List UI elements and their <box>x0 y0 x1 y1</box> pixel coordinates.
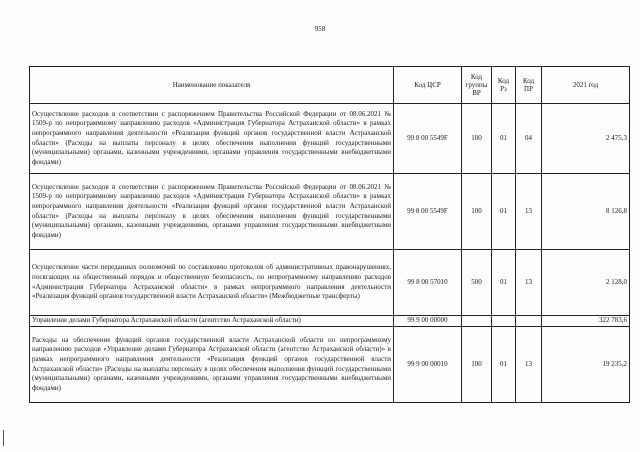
header-csr-code: Код ЦСР <box>394 67 462 104</box>
header-indicator-name: Наименование показателя <box>30 67 394 104</box>
row-name: Управление делами Губернатора Астраханской области (агентство Астраханской области) <box>30 316 394 327</box>
header-row <box>30 67 630 104</box>
table-row <box>30 174 630 250</box>
scan-edge-mark <box>3 430 4 446</box>
row-name: Осуществление расходов в соответствии с распоряжением Правительства Российской Федерации от 08.06.2021 № 1509-р по непрограммному направлению расходов «Администрация Губернатора Астраханской области» в рамках непрограммного направления деятельности «Реализация функций органов государственной власти Астраханской области» (Расходы на выплаты персоналу в целях обеспечения выполнения функций государственными (муниципальными) органами, казенными учреждениями, органами управления государственными внебюджетными фондами) <box>30 104 394 174</box>
row-pr-code <box>516 316 542 327</box>
row-name: Осуществление расходов в соответствии с распоряжением Правительства Российской Федерации от 08.06.2021 № 1509-р по непрограммному направлению расходов «Администрация Губернатора Астраханской области» в рамках непрограммного направления деятельности «Реализация функций органов государственной власти Астраханской области» (Расходы на выплаты персоналу в целях обеспечения выполнения функций государственными (муниципальными) органами, казенными учреждениями, органами управления государственными внебюджетными фондами) <box>30 174 394 250</box>
row-rz-code: 01 <box>492 174 516 250</box>
row-rz-code: 01 <box>492 104 516 174</box>
page-number: 958 <box>314 25 326 33</box>
row-group-code: 100 <box>462 327 492 403</box>
row-name: Осуществление части переданных полномочий по составлению протоколов об административных правонарушениях, посягающих на общественный порядок и общественную безопасность, по непрограммному направлению расходов «Администрация Губернатора Астраханской области» в рамках непрограммного направления деятельности «Реализация функций органов государственной власти Астраханской области» (Межбюджетные трансферты) <box>30 250 394 316</box>
table-row <box>30 104 630 174</box>
header-year: 2021 год <box>542 67 630 104</box>
row-amount: 19 235,2 <box>542 327 630 403</box>
row-group-code: 100 <box>462 104 492 174</box>
row-rz-code: 01 <box>492 250 516 316</box>
row-rz-code: 01 <box>492 327 516 403</box>
header-pr-code: Код ПР <box>516 67 542 104</box>
row-csr-code: 99 8 00 57010 <box>394 250 462 316</box>
row-amount: 2 475,3 <box>542 104 630 174</box>
row-csr-code: 99 8 00 5549F <box>394 104 462 174</box>
table-row <box>30 316 630 327</box>
header-group-code: Код группы ВР <box>462 67 492 104</box>
table-row <box>30 250 630 316</box>
row-group-code <box>462 316 492 327</box>
row-csr-code: 99 8 00 5549F <box>394 174 462 250</box>
row-amount: 8 126,8 <box>542 174 630 250</box>
header-rz-code: Код Рз <box>492 67 516 104</box>
row-csr-code: 99 9 00 00010 <box>394 327 462 403</box>
row-amount: 322 783,6 <box>542 316 630 327</box>
row-name: Расходы на обеспечение функций органов государственной власти Астраханской области по непрограммному направлению расходов «Управление делами Губернатора Астраханской области (агентство Астраханской области)» в рамках непрограммного направления деятельности «Реализация функций органов государственной власти Астраханской области» (Расходы на выплаты персоналу в целях обеспечения выполнения функций государственными (муниципальными) органами, казенными учреждениями, органами управления государственными внебюджетными фондами) <box>30 327 394 403</box>
row-pr-code: 04 <box>516 104 542 174</box>
budget-table <box>29 66 630 403</box>
row-amount: 2 128,0 <box>542 250 630 316</box>
table-row <box>30 327 630 403</box>
row-csr-code: 99 9 00 00000 <box>394 316 462 327</box>
row-pr-code: 13 <box>516 250 542 316</box>
row-group-code: 500 <box>462 250 492 316</box>
row-pr-code: 13 <box>516 174 542 250</box>
row-group-code: 100 <box>462 174 492 250</box>
row-rz-code <box>492 316 516 327</box>
row-pr-code: 13 <box>516 327 542 403</box>
